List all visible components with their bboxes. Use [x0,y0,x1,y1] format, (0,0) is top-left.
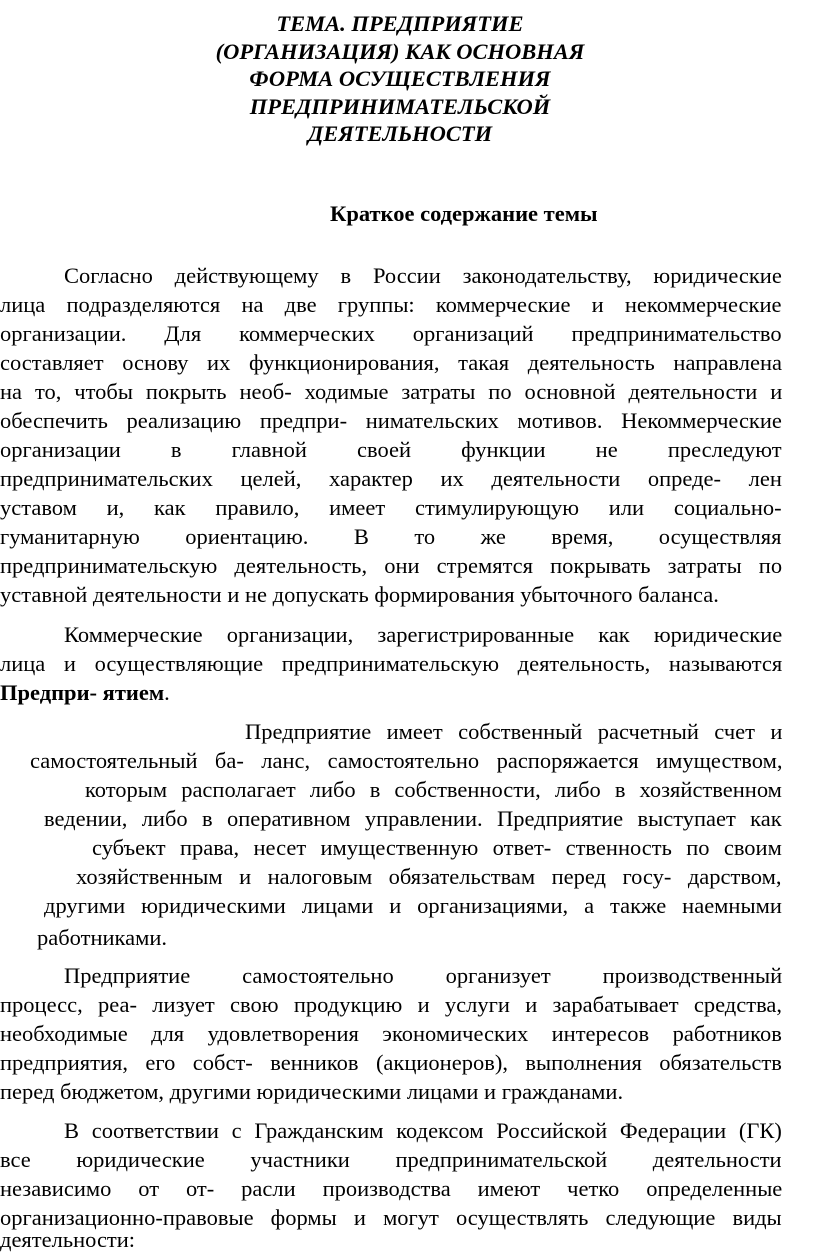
paragraph-5-line: все юридические участники предпринимательской деятельности [0,1147,782,1172]
paragraph-3-line: хозяйственным и налоговым обязательствам перед госу- дарством, [76,864,782,889]
title-line: (ОРГАНИЗАЦИЯ) КАК ОСНОВНАЯ [215,38,585,64]
title-line: ТЕМА. ПРЕДПРИЯТИЕ [276,11,524,36]
paragraph-1-line: обеспечить реализацию предпри- нимательских мотивов. Некоммерческие [0,408,782,433]
paragraph-1-line: гуманитарную ориентацию. В то же время, осуществляя [0,524,782,549]
paragraph-3-line: работниками. [37,925,168,950]
paragraph-4-line: процесс, реа- лизует свою продукцию и услуги и зарабатывает средства, [0,992,783,1017]
paragraph-2-line: Коммерческие организации, зарегистрированные как юридические [64,622,783,647]
section-subheading: Краткое содержание темы [330,201,598,226]
paragraph-4-line: Предприятие самостоятельно организует производственный [64,963,783,988]
paragraph-5-line: организационно-правовые формы и могут осуществлять следующие виды [0,1205,782,1230]
title-line: ДЕЯТЕЛЬНОСТИ [307,121,493,146]
paragraph-1-line: лица подразделяются на две группы: коммерческие и некоммерческие [0,292,782,317]
paragraph-1-line: предпринимательскую деятельность, они стремятся покрывать затраты по [0,553,783,578]
paragraph-5-line: независимо от от- расли производства имеют четко определенные [0,1176,783,1201]
paragraph-5-line: В соответствии с Гражданским кодексом Российской Федерации (ГК) [64,1118,782,1143]
paragraph-3-line: которым располагает либо в собственности, либо в хозяйственном [85,777,782,802]
paragraph-1-line: составляет основу их функционирования, такая деятельность направлена [0,350,782,375]
paragraph-1-line: организации в главной своей функции не преследуют [0,437,782,462]
title-line: ПРЕДПРИНИМАТЕЛЬСКОЙ [249,93,551,119]
paragraph-1-line: на то, чтобы покрыть необ- ходимые затраты по основной деятельности и [0,379,783,404]
paragraph-2-period: . [164,680,170,705]
paragraph-4-line: необходимые для удовлетворения экономических интересов работников [0,1021,782,1046]
paragraph-1-line: организации. Для коммерческих организаций предпринимательство [0,321,782,346]
paragraph-1-line: уставом и, как правило, имеет стимулирующую или социально- [0,495,782,520]
document-title [190,10,610,148]
paragraph-5-line: деятельности: [0,1227,136,1252]
paragraph-1-line: Согласно действующему в России законодательству, юридические [64,263,782,288]
paragraph-2-last-line [0,679,170,707]
paragraph-4-line: предприятия, его собст- венников (акционеров), выполнения обязательств [0,1050,782,1075]
paragraph-3-line: другими юридическими лицами и организациями, а также наемными [44,893,782,918]
title-line: ФОРМА ОСУЩЕСТВЛЕНИЯ [249,66,551,91]
paragraph-3-line: субъект права, несет имущественную ответ- ственность по своим [92,835,782,860]
paragraph-3-line: самостоятельный ба- ланс, самостоятельно распоряжается имуществом, [30,748,783,773]
paragraph-1-line: уставной деятельности и не допускать формирования убыточного баланса. [0,582,719,607]
paragraph-3-line: Предприятие имеет собственный расчетный счет и [245,719,783,744]
paragraph-3-line: ведении, либо в оперативном управлении. Предприятие выступает как [44,806,782,831]
paragraph-1-line: предпринимательских целей, характер их деятельности опреде- лен [0,466,782,491]
paragraph-4-line: перед бюджетом, другими юридическими лицами и гражданами. [0,1079,624,1104]
enterprise-term: Предпри- ятием [0,680,165,705]
paragraph-2-line: лица и осуществляющие предпринимательскую деятельность, называются [0,651,783,676]
